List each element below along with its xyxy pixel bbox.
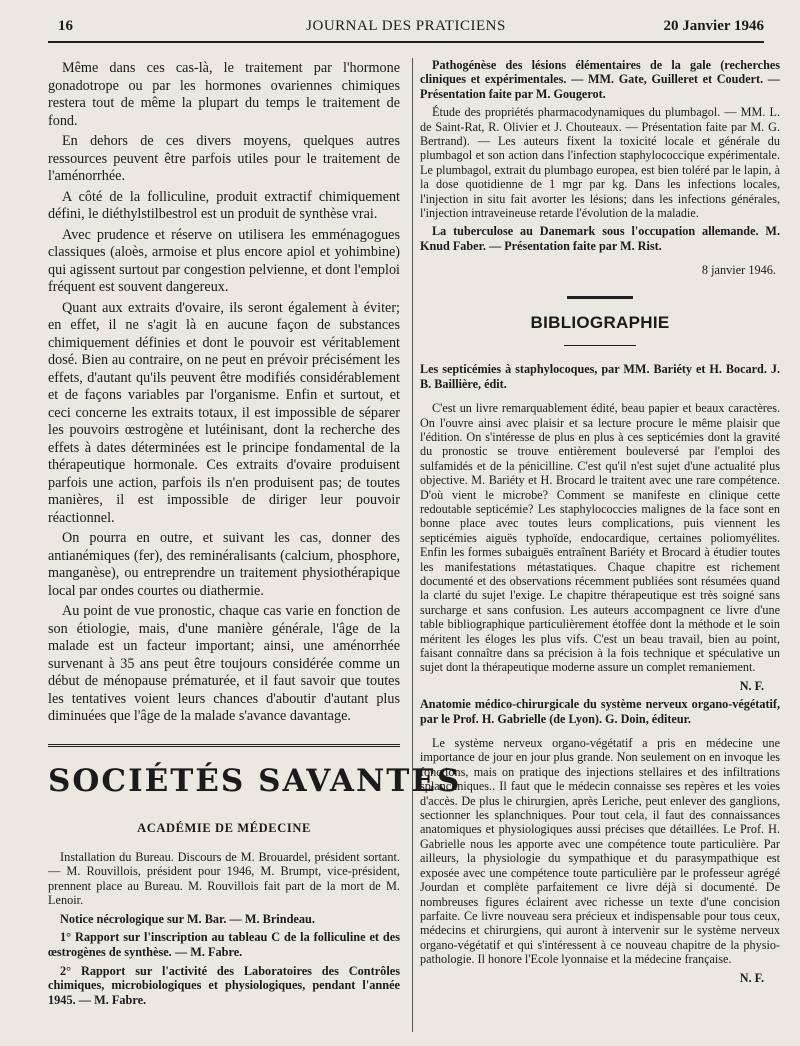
bibliography-title: BIBLIOGRAPHIE	[530, 313, 670, 333]
page-header	[48, 16, 764, 38]
paragraph: On pourra en outre, et suivant les cas, donner des antianémiques (fer), des reminéralisants (calcium, phosphore, manganèse), ou entreprendre un traitement physiothérapique local par ondes courtes ou diathermie.	[48, 530, 400, 599]
issue-date: 20 Janvier 1946	[663, 18, 764, 34]
academy-paragraph: 1° Rapport sur l'inscription au tableau C de la folliculine et des œstrogènes de synthèse. — M. Fabre.	[48, 930, 400, 960]
review-signature: N. F.	[739, 970, 764, 985]
communication: Pathogénèse des lésions élémentaires de la gale (recherches cliniques et expérimentales. — MM. Gate, Guilleret et Coudert. — Présentation faite par M. Gougerot.	[420, 58, 780, 101]
communication: Étude des propriétés pharmacodynamiques du plumbagol. — MM. L. de Saint-Rat, R. Olivier et J. Chouteaux. — Présentation faite par M. G. Bertrand). — Les auteurs fixent la toxicité locale et générale du plumbagol et son action dans l'infection staphylococcique expérimentale. Le plumbagol, extrait du plumbago europea, est bien toléré par le lapin, à la dose quotidienne de 1 mgr par kg. Dans les infections locales, l'injection in situ fait avorter les lésions; dans les infections générales, l'injection intraveineuse retarde l'évolution de la maladie.	[420, 105, 780, 221]
academy-paragraph: Notice nécrologique sur M. Bar. — M. Brindeau.	[60, 911, 315, 926]
section-divider	[48, 744, 400, 747]
paragraph: A côté de la folliculine, produit extractif chimiquement défini, le diéthylstilbestrol est un produit de synthèse vrai.	[48, 188, 400, 222]
date-line: 8 janvier 1946.	[701, 263, 776, 278]
book-entry-title: Anatomie médico-chirurgicale du système nerveux organo-végétatif, par le Prof. H. Gabrielle (de Lyon). G. Doin, éditeur.	[420, 697, 780, 726]
header-rule	[48, 41, 764, 43]
right-column	[420, 58, 780, 989]
communication: La tuberculose au Danemark sous l'occupation allemande. M. Knud Faber. — Présentation faite par M. Rist.	[420, 224, 780, 253]
left-column	[48, 60, 462, 1011]
academy-title: ACADÉMIE DE MÉDECINE	[137, 820, 311, 835]
divider	[567, 296, 633, 299]
column-divider	[412, 58, 413, 1032]
review-signature: N. F.	[739, 678, 764, 693]
paragraph: Même dans ces cas-là, le traitement par l'hormone gonadotrope ou par les hormones ovariennes chimiques restera tout de même la plupart du temps le traitement de fond.	[48, 60, 400, 129]
book-entry-title: Les septicémies à staphylocoques, par MM. Bariéty et H. Bocard. J. B. Baillière, édit.	[420, 362, 780, 391]
paragraph: En dehors de ces divers moyens, quelques autres ressources peuvent être parfois utiles pour le traitement de l'aménorrhée.	[48, 133, 400, 184]
academy-paragraph: Installation du Bureau. Discours de M. Brouardel, président sortant. — M. Rouvillois, président pour 1946, M. Brumpt, vice-président, prennent place au Bureau. M. Rouvillois fait part de la mort de M. Lenoir.	[48, 849, 400, 908]
academy-paragraph: 2° Rapport sur l'activité des Laboratoires des Contrôles chimiques, microbiologiques et physiologiques, pendant l'année 1945. — M. Fabre.	[48, 963, 400, 1007]
divider	[564, 345, 636, 346]
book-review: C'est un livre remarquablement édité, beau papier et beaux caractères. On l'ouvre ainsi avec plaisir et sa lecture procure le même plaisir que l'édition. On s'intéresse de plus en plus à ces septicémies dont la gravité du pronostic se trouve entièrement bouleversé par l'emploi des sulfamidés et de la pénicilline. C'est qu'il n'est sujet d'une actualité plus objective. M. Bariéty et H. Brocard le traitent avec une rare compétence. D'où vient le microbe? Comment se manifeste en clinique cette redoutable septicémie? Les staphylococcies malignes de la face sont en bonne place avec toutes leurs complications, puis viennent les septicémies aiguës typhoïde, endocardique, certaines poliomyélites. Enfin les formes subaiguës entraînent Bariéty et Brocard à étudier toutes les manifestations métastatiques. Chaque chapitre est richement documenté et des observations récemment publiées sont résumées quand la clarté du sujet l'exige. Le chapitre thérapeutique est très soigné sans surcharge et sans confusion. Les auteurs accompagnent ce livre d'une table bibliographique particulièrement étoffée dont la méthode et le soin méritent les éloges les plus vifs. C'est un beau travail, bien au point, faisant connaître dans sa précision à la fois technique et spéculative un sujet dont la thérapeutique moderne assure un complet remaniement.	[420, 401, 780, 675]
journal-title: JOURNAL DES PRATICIENS	[306, 18, 506, 34]
paragraph: Avec prudence et réserve on utilisera les emménagogues classiques (aloès, armoise et plus encore apiol et yohimbine) qui agissent surtout par congestion pelvienne, et dont l'emploi fréquent est souvent dangereux.	[48, 226, 400, 295]
paragraph: Au point de vue pronostic, chaque cas varie en fonction de son étiologie, mais, d'une manière générale, l'âge de la malade est un facteur important; ainsi, une aménorrhée survenant à 35 ans peut être toujours considérée comme un début de ménopause prématurée, et il faut savoir que toutes les tentatives voient leurs chances d'aboutir d'autant plus diminuées que l'âge de la malade s'avance davantage.	[48, 603, 400, 724]
page-number: 16	[58, 18, 73, 34]
paragraph: Quant aux extraits d'ovaire, ils seront également à éviter; en effet, il ne s'agit là en aucune façon de substances chimiquement définies et dont le pouvoir est véritablement dosé. Bien au contraire, on ne peut en prévoir précisément les effets, d'autant qu'ils peuvent être modifiés considérablement et de façons variables par l'organisme. Enfin et surtout, et ceci concerne les extraits totaux, il est impossible de séparer les pouvoirs œstrogène et lutéinisant, dont la recherche des effets à dates déterminées est le principe fondamental de la thérapeutique hormonale. Ces extraits d'ovaire produisent parfois une action, parfois ils n'en produisent pas; de toutes manières, il est impossible de diriger leur pouvoir réactionnel.	[48, 299, 400, 526]
book-review: Le système nerveux organo-végétatif a pris en médecine une importance de jour en jour plus grande. Non seulement on en invoque les fonctions, mais on pratique des injections stellaires et des infiltrations splanchniques.. Il faut que le médecin connaisse ses repères et les voies d'accès. De plus le chirurgien, après Leriche, peut enlever des ganglions, sectionner les splanchniques. Pour tout cela, il faut des connaissances anatomiques et physiologiques aussi précises que détaillées. Le Prof. H. Gabrielle nous les apporte avec une compétence toute particulière. Par ailleurs, la physiologie du sympathique et du parasympathique est exposée avec une compétence toute particulière par le professeur agrégé Jourdan et complète parfaitement ce livre déjà si documenté. De nombreuses figures éclairent avec richesse un texte d'une concision parfaite. Ce livre nouveau sera précieux et indispensable pour tous ceux, médecins et chirurgiens, qui auront à intervenir sur le système nerveux organo-végétatif et qui s'intéressent à ce nouveau chapitre de la physio-pathologie. Il honore l'Ecole lyonnaise et la médecine française.	[420, 736, 780, 967]
section-title: SOCIÉTÉS SAVANTES	[48, 762, 462, 799]
